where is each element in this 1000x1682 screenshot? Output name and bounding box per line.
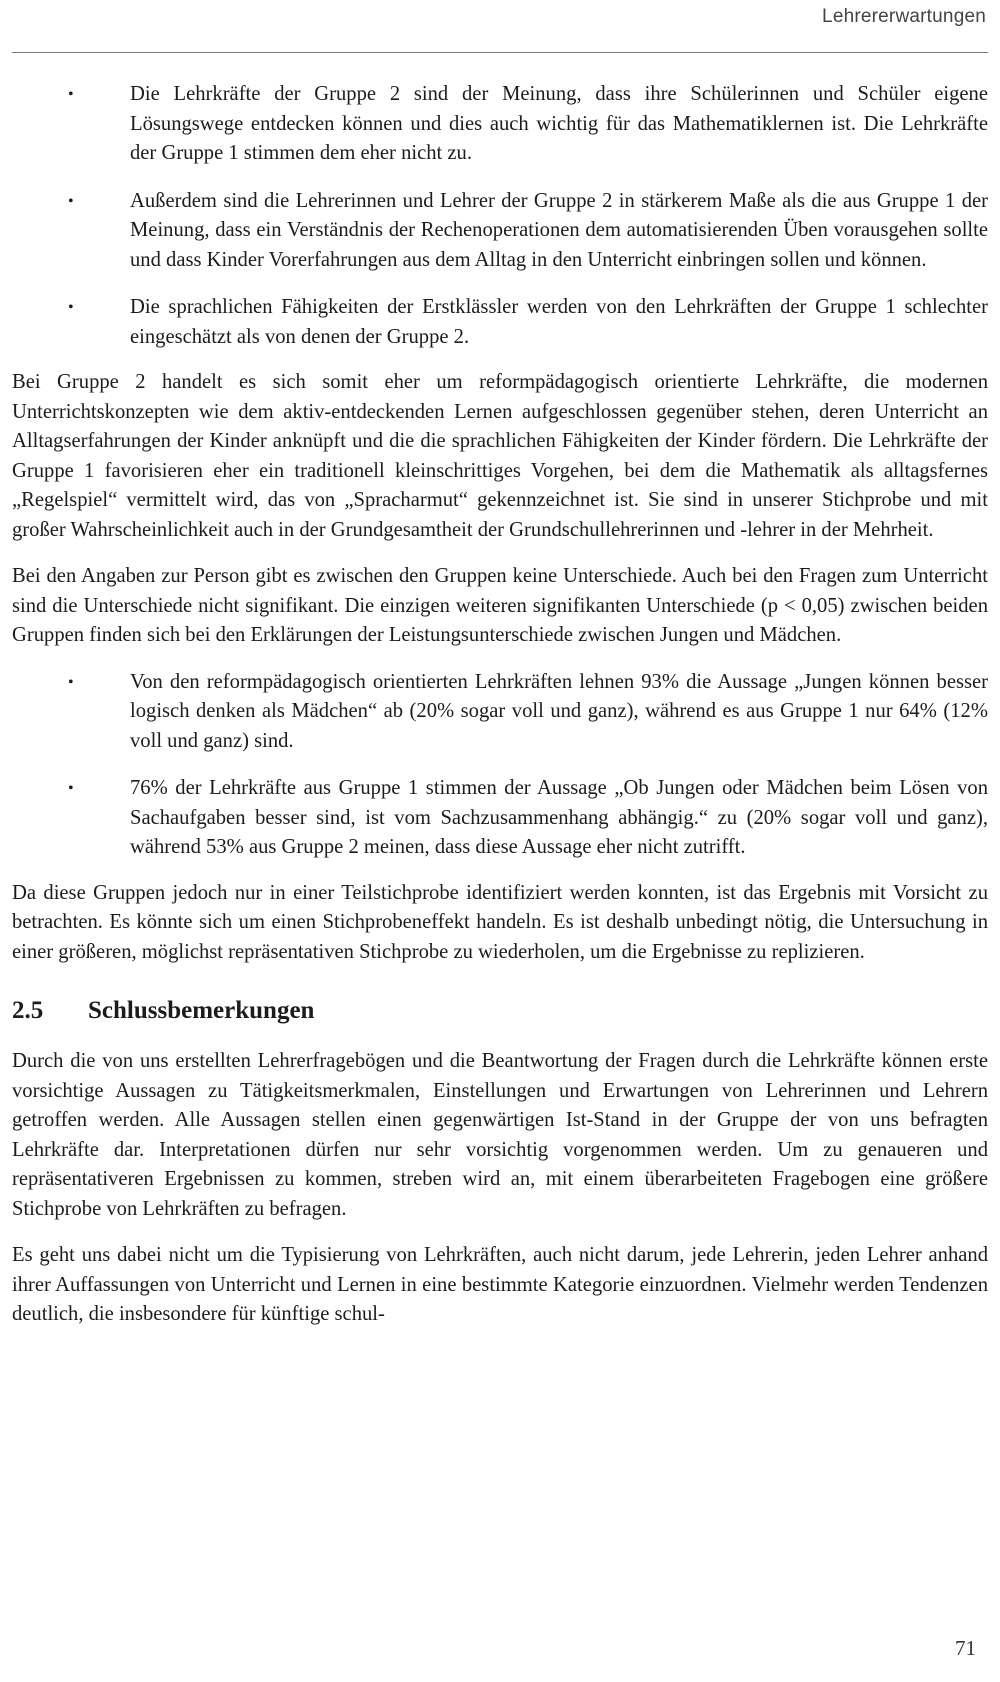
bullet-item <box>12 80 988 169</box>
bullet-icon: • <box>68 299 74 316</box>
paragraph: Da diese Gruppen jedoch nur in einer Teilstichprobe identifiziert werden konnten, ist das Ergebnis mit Vorsicht zu betrachten. Es könnte sich um einen Stichprobeneffekt handeln. Es ist deshalb unbedingt nötig, die Untersuchung in einer größeren, möglichst repräsentativen Stichprobe zu wiederholen, um die Ergebnisse zu replizieren. <box>12 881 988 963</box>
bullet-text: Außerdem sind die Lehrerinnen und Lehrer der Gruppe 2 in stärkerem Maße als die aus Gruppe 1 der Meinung, dass ein Verständnis der Rechenoperationen dem automatisierenden Üben vorausgehen sollte und dass Kinder Vorerfahrungen aus dem Alltag in den Unterricht einbringen sollen und können. <box>130 189 988 271</box>
running-header-title: Lehrererwartungen <box>822 6 986 27</box>
bullet-text: 76% der Lehrkräfte aus Gruppe 1 stimmen der Aussage „Ob Jungen oder Mädchen beim Lösen von Sachaufgaben besser sind, ist vom Sachzusammenhang abhängig.“ zu (20% sogar voll und ganz), während 53% aus Gruppe 2 meinen, dass diese Aussage eher nicht zutrifft. <box>130 777 988 858</box>
bullet-item <box>12 187 988 276</box>
header-rule <box>12 52 988 53</box>
bullet-icon: • <box>68 192 74 210</box>
bullet-text: Die Lehrkräfte der Gruppe 2 sind der Meinung, dass ihre Schülerinnen und Schüler eigene Lösungswege entdecken können und dies auch wichtig für das Mathematiklernen ist. Die Lehrkräfte der Gruppe 1 stimmen dem eher nicht zu. <box>130 83 988 164</box>
section-title: Schlussbemerkungen <box>88 997 315 1024</box>
bullet-item <box>12 293 988 352</box>
paragraph: Durch die von uns erstellten Lehrerfragebögen und die Beantwortung der Fragen durch die Lehrkräfte können erste vorsichtige Aussagen zu Tätigkeitsmerkmalen, Einstellungen und Erwartungen von Lehrerinnen und Lehrern getroffen werden. Alle Aussagen stellen einen gegenwärtigen Ist-Stand in der Gruppe der von uns befragten Lehrkräfte dar. Interpretationen dürfen nur sehr vorsichtig vorgenommen werden. Um zu genaueren und repräsentativeren Ergebnissen zu kommen, streben wird an, mit einem überarbeiteten Fragebogen eine größere Stichprobe von Lehrkräften zu befragen. <box>12 1050 988 1220</box>
bullet-text: Die sprachlichen Fähigkeiten der Erstklässler werden von den Lehrkräften der Gruppe 1 schlechter eingeschätzt als von denen der Gruppe 2. <box>130 296 988 348</box>
page-number: 71 <box>955 1636 976 1660</box>
bullet-item <box>12 668 988 757</box>
bullet-text: Von den reformpädagogisch orientierten Lehrkräften lehnen 93% die Aussage „Jungen können besser logisch denken als Mädchen“ ab (20% sogar voll und ganz), während es aus Gruppe 1 nur 64% (12% voll und ganz) sind. <box>130 670 988 752</box>
paragraph: Bei den Angaben zur Person gibt es zwischen den Gruppen keine Unterschiede. Auch bei den Fragen zum Unterricht sind die Unterschiede nicht signifikant. Die einzigen weiteren signifikanten Unterschiede (p < 0,05) zwischen beiden Gruppen finden sich bei den Erklärungen der Leistungsunterschiede zwischen Jungen und Mädchen. <box>12 565 988 646</box>
bullet-item <box>12 774 988 863</box>
page-body <box>12 80 988 1330</box>
bullet-icon: • <box>68 86 74 103</box>
bullet-icon: • <box>68 673 74 691</box>
bullet-list-gender-differences <box>12 668 988 863</box>
bullet-icon: • <box>68 780 74 797</box>
paragraph: Es geht uns dabei nicht um die Typisierung von Lehrkräften, auch nicht darum, jede Lehrerin, jeden Lehrer anhand ihrer Auffassungen von Unterricht und Lernen in eine bestimmte Kategorie einzuordnen. Vielmehr werden Tendenzen deutlich, die insbesondere für künftige schul- <box>12 1244 988 1325</box>
section-number: 2.5 <box>12 997 44 1024</box>
section-heading <box>12 995 988 1027</box>
bullet-list-group-differences <box>12 80 988 352</box>
paragraph: Bei Gruppe 2 handelt es sich somit eher um reformpädagogisch orientierte Lehrkräfte, die modernen Unterrichtskonzepten wie dem aktiv-entdeckenden Lernen aufgeschlossen gegenüber stehen, deren Unterricht an Alltagserfahrungen der Kinder anknüpft und die die sprachlichen Fähigkeiten der Kinder fördern. Die Lehrkräfte der Gruppe 1 favorisieren eher ein traditionell kleinschrittiges Vorgehen, bei dem die Mathematik als alltagsfernes „Regelspiel“ vermittelt wird, das von „Spracharmut“ gekennzeichnet ist. Sie sind in unserer Stichprobe und mit großer Wahrscheinlichkeit auch in der Grundgesamtheit der Grundschullehrerinnen und -lehrer in der Mehrheit. <box>12 371 988 541</box>
